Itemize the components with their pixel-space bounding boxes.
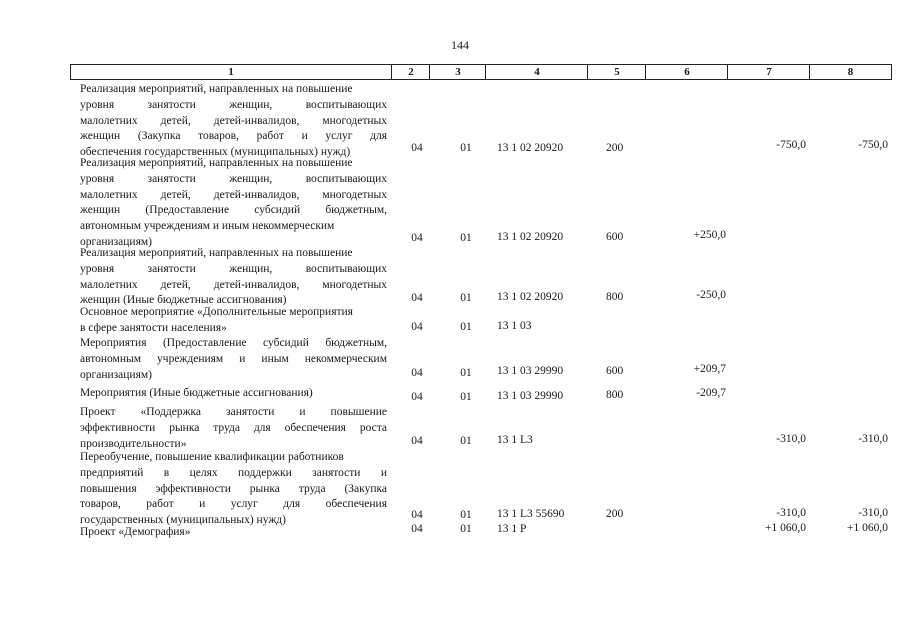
cell-target-code: 13 1 02 20920 <box>497 231 564 243</box>
cell-section: 04 <box>411 367 423 379</box>
header-col-5: 5 <box>587 65 646 79</box>
cell-amount-8: -310,0 <box>858 507 888 519</box>
description-line: предприятий в целях поддержки занятости и <box>80 466 387 479</box>
description-line: Реализация мероприятий, направленных на повышение <box>80 247 353 259</box>
cell-target-code: 13 1 02 20920 <box>497 291 564 303</box>
cell-subsection: 01 <box>460 509 472 521</box>
cell-expense-type: 200 <box>606 508 624 520</box>
description-line: малолетних детей, детей-инвалидов, многодетных <box>80 114 387 127</box>
row-description <box>80 82 387 161</box>
row-description <box>80 450 387 529</box>
header-col-8: 8 <box>809 65 891 79</box>
description-line: Реализация мероприятий, направленных на повышение <box>80 83 353 95</box>
description-line: автономным учреждениям и иным некоммерческим <box>80 220 335 233</box>
cell-target-code: 13 1 03 29990 <box>497 390 564 402</box>
description-line: малолетних детей, детей-инвалидов, многодетных <box>80 278 387 291</box>
description-line: товаров, работ и услуг для обеспечения <box>80 498 387 511</box>
cell-section: 04 <box>411 142 423 154</box>
description-line: Реализация мероприятий, направленных на повышение <box>80 157 353 169</box>
cell-section: 04 <box>411 391 423 403</box>
cell-subsection: 01 <box>460 321 472 333</box>
cell-section: 04 <box>411 509 423 521</box>
cell-section: 04 <box>411 292 423 304</box>
cell-target-code: 13 1 L3 55690 <box>497 508 565 520</box>
row-description <box>80 525 387 541</box>
cell-section: 04 <box>411 321 423 333</box>
table-header <box>70 64 892 80</box>
description-line: малолетних детей, детей-инвалидов, многодетных <box>80 188 387 201</box>
header-col-2: 2 <box>391 65 430 79</box>
row-description <box>80 386 387 402</box>
cell-amount-7: +1 060,0 <box>765 522 806 534</box>
description-line: организациям) <box>80 235 152 248</box>
cell-amount-6: +250,0 <box>693 229 726 241</box>
description-line: Основное мероприятие «Дополнительные мероприятия <box>80 306 353 318</box>
cell-amount-6: -209,7 <box>696 387 726 399</box>
header-col-7: 7 <box>727 65 810 79</box>
cell-section: 04 <box>411 523 423 535</box>
cell-expense-type: 600 <box>606 231 624 243</box>
cell-expense-type: 800 <box>606 389 624 401</box>
cell-subsection: 01 <box>460 523 472 535</box>
cell-subsection: 01 <box>460 232 472 244</box>
cell-target-code: 13 1 03 <box>497 320 532 332</box>
cell-amount-7: -310,0 <box>776 433 806 445</box>
description-line: женщин (Предоставление субсидий бюджетным, <box>80 204 387 217</box>
description-line: женщин (Закупка товаров, работ и услуг для <box>80 130 387 143</box>
description-line: Мероприятия (Предоставление субсидий бюджетным, <box>80 337 387 349</box>
cell-target-code: 13 1 P <box>497 523 527 535</box>
description-line: эффективности рынка труда для обеспечения роста <box>80 421 387 434</box>
description-line: Проект «Демография» <box>80 526 191 538</box>
description-line: Мероприятия (Иные бюджетные ассигнования) <box>80 387 313 399</box>
header-col-4: 4 <box>485 65 588 79</box>
cell-subsection: 01 <box>460 367 472 379</box>
header-col-3: 3 <box>429 65 486 79</box>
cell-target-code: 13 1 02 20920 <box>497 142 564 154</box>
cell-amount-6: -250,0 <box>696 289 726 301</box>
description-line: уровня занятости женщин, воспитывающих <box>80 262 387 275</box>
page-number: 144 <box>451 38 469 52</box>
cell-subsection: 01 <box>460 292 472 304</box>
description-line: государственных (муниципальных) нужд) <box>80 514 286 527</box>
description-line: уровня занятости женщин, воспитывающих <box>80 98 387 111</box>
cell-amount-7: -310,0 <box>776 507 806 519</box>
description-line: повышения эффективности рынка труда (Закупка <box>80 482 387 495</box>
cell-subsection: 01 <box>460 435 472 447</box>
description-line: в сфере занятости населения» <box>80 321 227 334</box>
row-description <box>80 405 387 452</box>
description-line: Переобучение, повышение квалификации работников <box>80 451 344 463</box>
cell-amount-8: +1 060,0 <box>847 522 888 534</box>
cell-target-code: 13 1 L3 <box>497 434 533 446</box>
header-col-6: 6 <box>645 65 728 79</box>
description-line: женщин (Иные бюджетные ассигнования) <box>80 294 287 307</box>
cell-amount-8: -750,0 <box>858 139 888 151</box>
cell-amount-7: -750,0 <box>776 139 806 151</box>
cell-subsection: 01 <box>460 391 472 403</box>
row-description <box>80 156 387 251</box>
description-line: организациям) <box>80 368 152 381</box>
cell-target-code: 13 1 03 29990 <box>497 365 564 377</box>
description-line: производительности» <box>80 437 187 450</box>
description-line: Проект «Поддержка занятости и повышение <box>80 406 387 418</box>
cell-amount-6: +209,7 <box>693 363 726 375</box>
row-description <box>80 305 387 337</box>
cell-expense-type: 200 <box>606 142 624 154</box>
description-line: уровня занятости женщин, воспитывающих <box>80 172 387 185</box>
row-description <box>80 246 387 309</box>
cell-section: 04 <box>411 435 423 447</box>
cell-section: 04 <box>411 232 423 244</box>
row-description <box>80 336 387 383</box>
description-line: обеспечения государственных (муниципальных) нужд) <box>80 146 351 159</box>
header-col-1: 1 <box>228 66 234 78</box>
description-line: автономным учреждениям и иным некоммерческим <box>80 352 387 365</box>
cell-expense-type: 800 <box>606 291 624 303</box>
cell-amount-8: -310,0 <box>858 433 888 445</box>
cell-expense-type: 600 <box>606 365 624 377</box>
cell-subsection: 01 <box>460 142 472 154</box>
